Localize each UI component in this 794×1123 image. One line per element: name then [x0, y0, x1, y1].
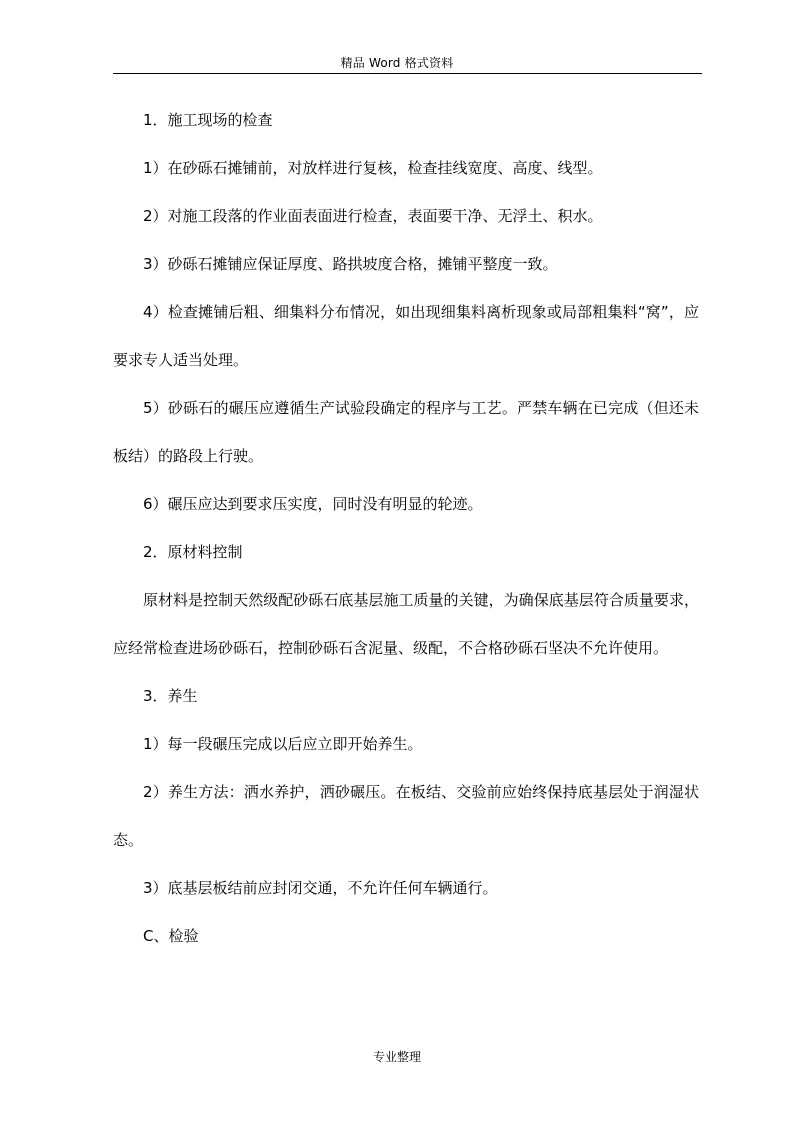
paragraph-curing-2: 2）养生方法：洒水养护，洒砂碾压。在板结、交验前应始终保持底基层处于润湿状态。: [113, 783, 699, 849]
paragraph-item-2: 2）对施工段落的作业面表面进行检查，表面要干净、无浮土、积水。: [143, 207, 603, 225]
paragraph-material-control: 原材料是控制天然级配砂砾石底基层施工质量的关键，为确保底基层符合质量要求，应经常检查进场砂砾石，控制砂砾石含泥量、级配，不合格砂砾石坚决不允许使用。: [113, 591, 699, 657]
paragraph-item-3: 3）砂砾石摊铺应保证厚度、路拱坡度合格，摊铺平整度一致。: [143, 255, 558, 273]
section-heading-site-inspection: 1．施工现场的检查: [143, 111, 273, 129]
paragraph-item-5: 5）砂砾石的碾压应遵循生产试验段确定的程序与工艺。严禁车辆在已完成（但还未板结）的路段上行驶。: [113, 399, 699, 465]
section-heading-curing: 3．养生: [143, 687, 198, 705]
paragraph-item-4: 4）检查摊铺后粗、细集料分布情况，如出现细集料离析现象或局部粗集料“窝”，应要求专人适当处理。: [113, 303, 699, 369]
paragraph-item-6: 6）碾压应达到要求压实度，同时没有明显的轮迹。: [143, 495, 483, 513]
paragraph-curing-3: 3）底基层板结前应封闭交通，不允许任何车辆通行。: [143, 879, 498, 897]
page-header: 精品 Word 格式资料: [340, 56, 454, 70]
paragraph-curing-1: 1）每一段碾压完成以后应立即开始养生。: [143, 735, 423, 753]
paragraph-item-1: 1）在砂砾石摊铺前，对放样进行复核，检查挂线宽度、高度、线型。: [143, 159, 603, 177]
header-rule: [113, 73, 702, 74]
page-footer: 专业整理: [372, 1050, 421, 1064]
document-body: [113, 96, 699, 960]
section-heading-material-control: 2．原材料控制: [143, 543, 243, 561]
section-heading-inspection: C、检验: [143, 927, 199, 945]
